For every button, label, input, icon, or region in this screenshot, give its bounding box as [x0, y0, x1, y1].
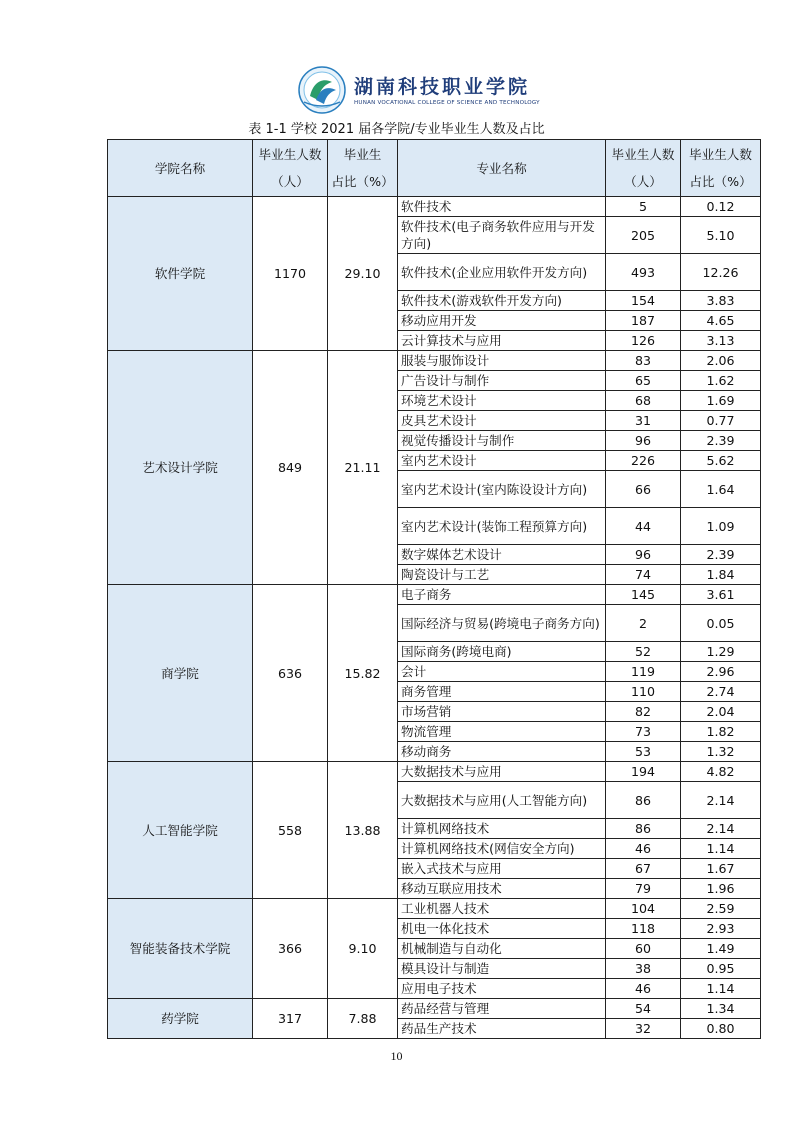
major-name-cell: 大数据技术与应用	[398, 762, 606, 782]
school-name: 湖南科技职业学院	[354, 76, 531, 98]
major-share-cell: 0.95	[681, 959, 761, 979]
major-name-cell: 计算机网络技术(网信安全方向)	[398, 839, 606, 859]
major-share-cell: 2.96	[681, 662, 761, 682]
major-name-cell: 环境艺术设计	[398, 391, 606, 411]
major-share-cell: 1.64	[681, 471, 761, 508]
college-count-cell: 558	[253, 762, 328, 899]
major-count-cell: 79	[606, 879, 681, 899]
major-name-cell: 皮具艺术设计	[398, 411, 606, 431]
header-grad-share	[328, 140, 398, 197]
table-row	[108, 999, 761, 1019]
header-grad-share-line2: 占比（%）	[331, 174, 394, 189]
major-count-cell: 66	[606, 471, 681, 508]
major-share-cell: 4.65	[681, 311, 761, 331]
major-name-cell: 服装与服饰设计	[398, 351, 606, 371]
major-count-cell: 194	[606, 762, 681, 782]
header-major-share	[681, 140, 761, 197]
table-caption: 表 1-1 学校 2021 届各学院/专业毕业生人数及占比	[248, 122, 545, 137]
college-share-cell: 15.82	[328, 585, 398, 762]
major-count-cell: 44	[606, 508, 681, 545]
header-major: 专业名称	[398, 140, 606, 197]
major-name-cell: 软件技术(企业应用软件开发方向)	[398, 254, 606, 291]
major-count-cell: 46	[606, 839, 681, 859]
major-name-cell: 室内艺术设计(室内陈设设计方向)	[398, 471, 606, 508]
major-share-cell: 2.14	[681, 819, 761, 839]
major-share-cell: 1.34	[681, 999, 761, 1019]
college-name-cell: 艺术设计学院	[108, 351, 253, 585]
school-name-en: HUNAN VOCATIONAL COLLEGE OF SCIENCE AND TECHNOLOGY	[354, 100, 540, 106]
major-name-cell: 药品生产技术	[398, 1019, 606, 1039]
major-name-cell: 移动商务	[398, 742, 606, 762]
major-share-cell: 12.26	[681, 254, 761, 291]
table-row	[108, 762, 761, 782]
college-count-cell: 366	[253, 899, 328, 999]
major-share-cell: 1.49	[681, 939, 761, 959]
major-count-cell: 2	[606, 605, 681, 642]
major-share-cell: 1.62	[681, 371, 761, 391]
major-share-cell: 1.82	[681, 722, 761, 742]
major-count-cell: 110	[606, 682, 681, 702]
major-share-cell: 1.96	[681, 879, 761, 899]
major-count-cell: 96	[606, 545, 681, 565]
major-count-cell: 86	[606, 782, 681, 819]
graduates-table	[107, 139, 761, 1039]
college-name-cell: 商学院	[108, 585, 253, 762]
major-count-cell: 119	[606, 662, 681, 682]
major-name-cell: 应用电子技术	[398, 979, 606, 999]
major-name-cell: 计算机网络技术	[398, 819, 606, 839]
major-count-cell: 65	[606, 371, 681, 391]
header-college: 学院名称	[108, 140, 253, 197]
table-row	[108, 351, 761, 371]
major-count-cell: 118	[606, 919, 681, 939]
major-share-cell: 0.12	[681, 197, 761, 217]
header-major-count-line2: （人）	[624, 174, 662, 189]
major-count-cell: 31	[606, 411, 681, 431]
major-share-cell: 3.83	[681, 291, 761, 311]
major-name-cell: 广告设计与制作	[398, 371, 606, 391]
major-count-cell: 38	[606, 959, 681, 979]
page-header	[0, 60, 793, 116]
major-name-cell: 商务管理	[398, 682, 606, 702]
college-share-cell: 9.10	[328, 899, 398, 999]
major-name-cell: 物流管理	[398, 722, 606, 742]
college-count-cell: 849	[253, 351, 328, 585]
major-name-cell: 机电一体化技术	[398, 919, 606, 939]
college-share-cell: 21.11	[328, 351, 398, 585]
college-count-cell: 317	[253, 999, 328, 1039]
college-name-cell: 药学院	[108, 999, 253, 1039]
header-major-count-line1: 毕业生人数	[611, 147, 675, 162]
major-name-cell: 国际商务(跨境电商)	[398, 642, 606, 662]
major-name-cell: 视觉传播设计与制作	[398, 431, 606, 451]
major-name-cell: 市场营销	[398, 702, 606, 722]
major-share-cell: 5.62	[681, 451, 761, 471]
major-count-cell: 96	[606, 431, 681, 451]
header-major-share-line1: 毕业生人数	[689, 147, 752, 162]
page-number: 10	[390, 1049, 403, 1063]
major-count-cell: 32	[606, 1019, 681, 1039]
header-grad-share-line1: 毕业生	[343, 147, 382, 162]
major-name-cell: 国际经济与贸易(跨境电子商务方向)	[398, 605, 606, 642]
major-name-cell: 数字媒体艺术设计	[398, 545, 606, 565]
college-name-cell: 人工智能学院	[108, 762, 253, 899]
major-share-cell: 2.14	[681, 782, 761, 819]
major-name-cell: 移动应用开发	[398, 311, 606, 331]
major-count-cell: 73	[606, 722, 681, 742]
major-name-cell: 机械制造与自动化	[398, 939, 606, 959]
major-count-cell: 493	[606, 254, 681, 291]
major-share-cell: 4.82	[681, 762, 761, 782]
major-count-cell: 53	[606, 742, 681, 762]
major-share-cell: 2.04	[681, 702, 761, 722]
major-name-cell: 室内艺术设计(装饰工程预算方向)	[398, 508, 606, 545]
major-share-cell: 1.14	[681, 979, 761, 999]
college-share-cell: 29.10	[328, 197, 398, 351]
header-major-share-line2: 占比（%）	[689, 174, 752, 189]
major-share-cell: 0.05	[681, 605, 761, 642]
college-name-cell: 智能装备技术学院	[108, 899, 253, 999]
major-name-cell: 云计算技术与应用	[398, 331, 606, 351]
college-name-cell: 软件学院	[108, 197, 253, 351]
major-share-cell: 3.13	[681, 331, 761, 351]
major-share-cell: 1.29	[681, 642, 761, 662]
major-count-cell: 104	[606, 899, 681, 919]
major-share-cell: 1.14	[681, 839, 761, 859]
college-count-cell: 1170	[253, 197, 328, 351]
major-share-cell: 1.32	[681, 742, 761, 762]
major-share-cell: 0.80	[681, 1019, 761, 1039]
major-count-cell: 54	[606, 999, 681, 1019]
major-name-cell: 工业机器人技术	[398, 899, 606, 919]
major-name-cell: 模具设计与制造	[398, 959, 606, 979]
major-share-cell: 5.10	[681, 217, 761, 254]
major-count-cell: 82	[606, 702, 681, 722]
major-name-cell: 移动互联应用技术	[398, 879, 606, 899]
major-share-cell: 1.84	[681, 565, 761, 585]
major-name-cell: 嵌入式技术与应用	[398, 859, 606, 879]
header-grad-count	[253, 140, 328, 197]
major-share-cell: 2.39	[681, 431, 761, 451]
major-count-cell: 83	[606, 351, 681, 371]
major-count-cell: 86	[606, 819, 681, 839]
table-row	[108, 899, 761, 919]
major-share-cell: 1.69	[681, 391, 761, 411]
major-count-cell: 187	[606, 311, 681, 331]
major-count-cell: 154	[606, 291, 681, 311]
major-name-cell: 室内艺术设计	[398, 451, 606, 471]
major-share-cell: 2.06	[681, 351, 761, 371]
major-name-cell: 会计	[398, 662, 606, 682]
major-share-cell: 0.77	[681, 411, 761, 431]
major-count-cell: 205	[606, 217, 681, 254]
college-count-cell: 636	[253, 585, 328, 762]
major-count-cell: 60	[606, 939, 681, 959]
major-share-cell: 2.39	[681, 545, 761, 565]
major-share-cell: 2.74	[681, 682, 761, 702]
major-share-cell: 2.59	[681, 899, 761, 919]
table-body	[108, 197, 761, 1039]
major-share-cell: 1.67	[681, 859, 761, 879]
major-count-cell: 67	[606, 859, 681, 879]
major-count-cell: 74	[606, 565, 681, 585]
major-name-cell: 陶瓷设计与工艺	[398, 565, 606, 585]
major-name-cell: 软件技术(游戏软件开发方向)	[398, 291, 606, 311]
major-count-cell: 226	[606, 451, 681, 471]
header-grad-count-line2: （人）	[271, 174, 309, 189]
major-name-cell: 药品经营与管理	[398, 999, 606, 1019]
major-name-cell: 软件技术(电子商务软件应用与开发方向)	[398, 217, 606, 254]
school-logo-icon	[298, 66, 346, 114]
major-name-cell: 大数据技术与应用(人工智能方向)	[398, 782, 606, 819]
major-count-cell: 145	[606, 585, 681, 605]
header-major-count	[606, 140, 681, 197]
major-name-cell: 电子商务	[398, 585, 606, 605]
header-grad-count-line1: 毕业生人数	[258, 147, 322, 162]
college-share-cell: 13.88	[328, 762, 398, 899]
major-count-cell: 68	[606, 391, 681, 411]
major-count-cell: 126	[606, 331, 681, 351]
major-count-cell: 52	[606, 642, 681, 662]
major-name-cell: 软件技术	[398, 197, 606, 217]
college-share-cell: 7.88	[328, 999, 398, 1039]
major-count-cell: 46	[606, 979, 681, 999]
major-share-cell: 3.61	[681, 585, 761, 605]
major-share-cell: 2.93	[681, 919, 761, 939]
table-row	[108, 197, 761, 217]
table-row	[108, 585, 761, 605]
major-count-cell: 5	[606, 197, 681, 217]
major-share-cell: 1.09	[681, 508, 761, 545]
